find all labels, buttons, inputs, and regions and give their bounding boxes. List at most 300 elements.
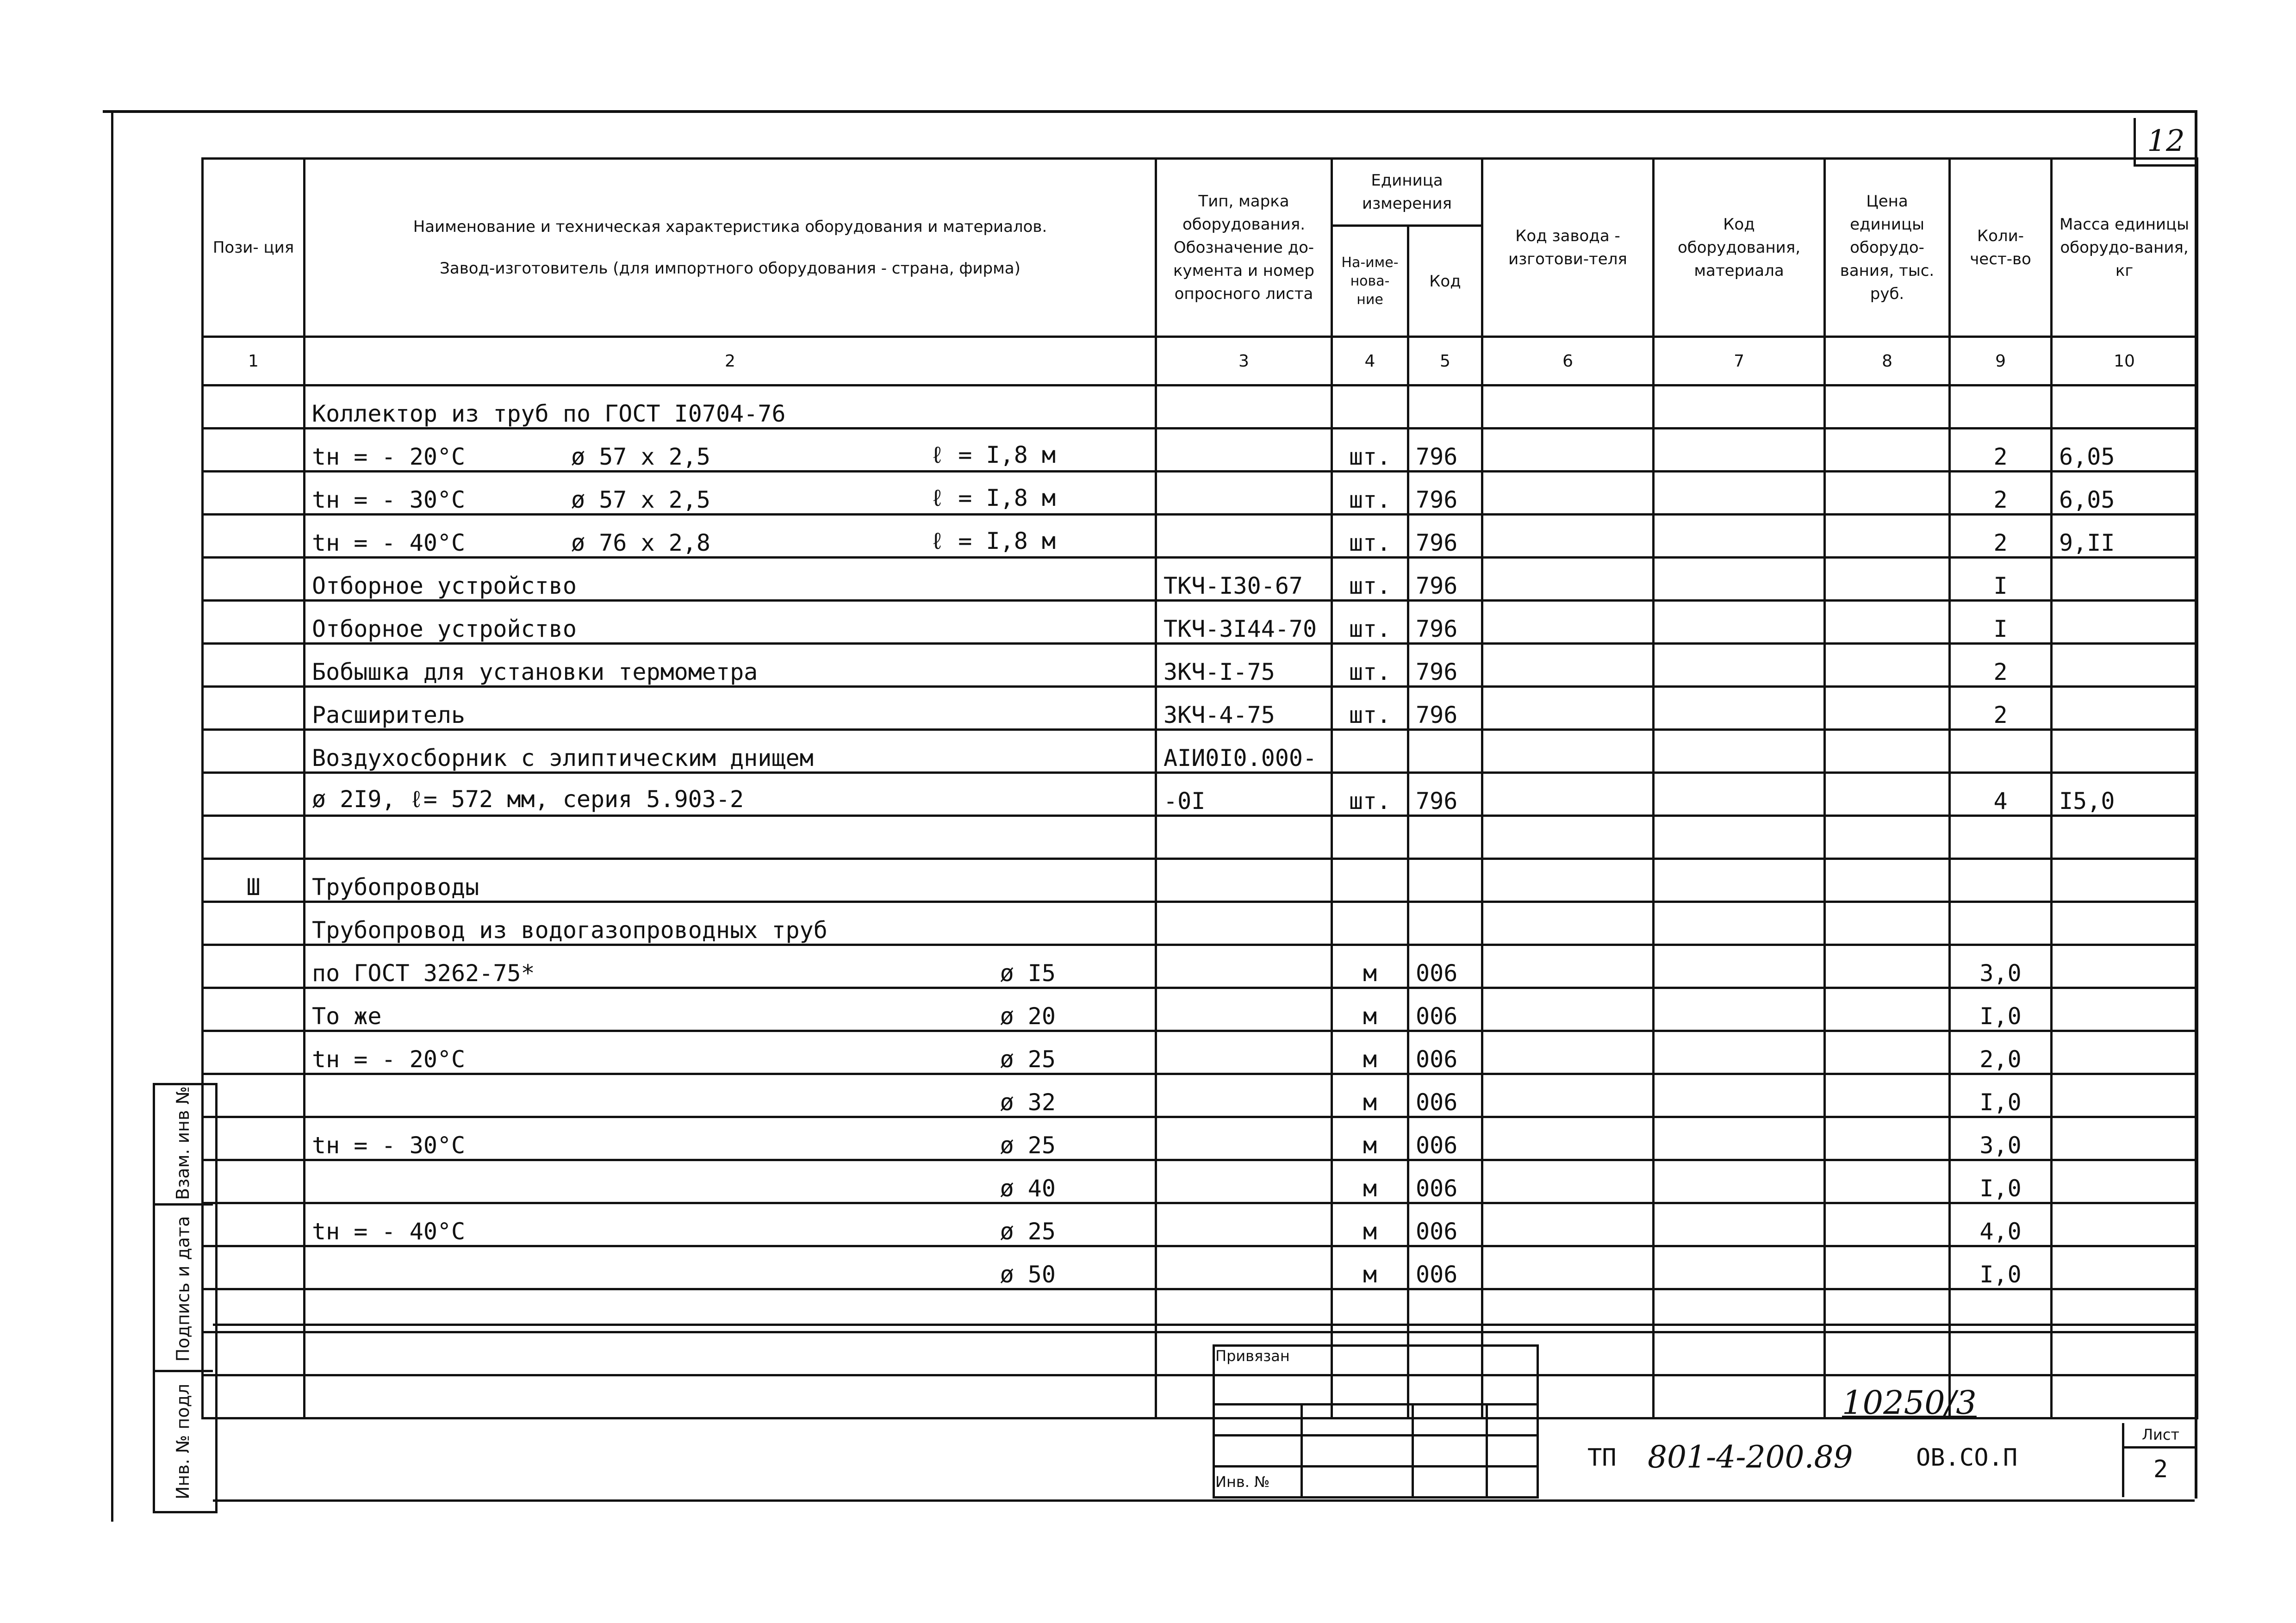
cell-price [1825,1203,1950,1246]
cell-type: -0I [1156,773,1332,816]
name-text: То же [312,1003,382,1030]
cell-plant-code [1482,1160,1654,1203]
cell-plant-code [1482,1074,1654,1117]
cell-equipment-code [1654,515,1825,558]
name-size: ø 76 x 2,8 [571,529,711,556]
cell-qty [1950,386,2052,429]
cell-plant-code [1482,1246,1654,1289]
doc-number: 801-4-200.89 [1648,1439,1853,1475]
cell-equipment-code [1654,1117,1825,1160]
cell-unit-code: 796 [1408,515,1482,558]
cell-equipment-code [1654,429,1825,472]
cell-position [203,429,305,472]
header-mass: Масса единицы оборудо-вания, кг [2052,159,2197,337]
cell-type: ЗКЧ-I-75 [1156,644,1332,687]
cell-mass [2052,1074,2197,1117]
inv-no-label: Инв. № [1214,1467,1302,1498]
table-row [203,472,2197,515]
cell-equipment-code [1654,859,1825,902]
cell-price [1825,1160,1950,1203]
header-name [305,159,1156,337]
cell-name [305,1117,1156,1160]
cell-name [305,730,1156,773]
cell-name [305,1203,1156,1246]
list-label: Лист [2124,1423,2197,1449]
cell-mass [2052,1160,2197,1203]
table-row [203,1074,2197,1117]
cell-mass [2052,1203,2197,1246]
cell-plant-code [1482,515,1654,558]
cell-price [1825,773,1950,816]
cell-price [1825,515,1950,558]
cell-unit [1332,816,1408,859]
cell-qty: I [1950,601,2052,644]
frame-top-line [103,110,2195,113]
cell-position [203,902,305,945]
cell-unit [1332,902,1408,945]
header-unit-code: Код [1408,226,1482,337]
table-row [203,859,2197,902]
cell-equipment-code [1654,386,1825,429]
cell-type [1156,902,1332,945]
table-row [203,773,2197,816]
cell-price [1825,988,1950,1031]
table-row [203,1031,2197,1074]
header-name-line1: Наименование и техническая характеристика оборудования и материалов. [413,218,1047,236]
col-number: 4 [1332,337,1408,386]
table-row [203,1246,2197,1289]
name-text: Отборное устройство [312,572,577,599]
cell-price [1825,472,1950,515]
cell-name [305,902,1156,945]
side-label-inv-podl: Инв. № подл [153,1370,213,1511]
cell-mass [2052,687,2197,730]
cell-type [1156,1160,1332,1203]
cell-name [305,816,1156,859]
cell-position [203,816,305,859]
cell-mass: 6,05 [2052,429,2197,472]
name-detail: ø 25 [1000,1046,1056,1073]
name-text: Расширитель [312,702,466,728]
cell-plant-code [1482,945,1654,988]
cell-position [203,515,305,558]
table-row [203,730,2197,773]
cell-mass [2052,816,2197,859]
column-number-row [203,337,2197,386]
cell-mass [2052,988,2197,1031]
cell-name [305,945,1156,988]
table-row [203,988,2197,1031]
doc-code: ОВ.СО.П [1916,1444,2018,1472]
cell-unit-code [1408,859,1482,902]
cell-position: Ш [203,859,305,902]
cell-plant-code [1482,816,1654,859]
header-unit-name: На-име-нова-ние [1332,226,1408,337]
cell-unit: шт. [1332,601,1408,644]
cell-price [1825,1246,1950,1289]
cell-position [203,558,305,601]
name-text: tн = - 30°C [312,1132,466,1159]
cell-plant-code [1482,429,1654,472]
header-qty: Коли-чест-во [1950,159,2052,337]
cell-unit: м [1332,1160,1408,1203]
name-size: ø 57 x 2,5 [571,486,711,513]
name-text: ø 2I9, ℓ= 572 мм, серия 5.903-2 [312,786,744,813]
cell-plant-code [1482,472,1654,515]
cell-position [203,773,305,816]
cell-qty: 2 [1950,429,2052,472]
cell-unit-code: 796 [1408,472,1482,515]
table-row [203,1203,2197,1246]
table-row [203,816,2197,859]
cell-position [203,988,305,1031]
cell-equipment-code [1654,1203,1825,1246]
cell-unit [1332,730,1408,773]
cell-unit: шт. [1332,644,1408,687]
cell-position [203,945,305,988]
cell-unit-code: 796 [1408,644,1482,687]
header-pos: Пози- ция [203,159,305,337]
cell-position [203,1246,305,1289]
cell-equipment-code [1654,816,1825,859]
cell-price [1825,1031,1950,1074]
cell-qty: I,0 [1950,988,2052,1031]
cell-unit-code: 006 [1408,1031,1482,1074]
cell-equipment-code [1654,1031,1825,1074]
cell-equipment-code [1654,1160,1825,1203]
cell-position [203,1203,305,1246]
cell-type [1156,472,1332,515]
cell-qty: 2 [1950,644,2052,687]
cell-unit-code [1408,386,1482,429]
cell-name [305,601,1156,644]
table-row [203,386,2197,429]
cell-unit: м [1332,1074,1408,1117]
cell-unit: шт. [1332,472,1408,515]
cell-plant-code [1482,386,1654,429]
name-text: Бобышка для установки термометра [312,659,758,685]
cell-price [1825,902,1950,945]
cell-name [305,1160,1156,1203]
cell-name [305,859,1156,902]
table-row [203,601,2197,644]
cell-name [305,773,1156,816]
cell-equipment-code [1654,601,1825,644]
cell-qty: I,0 [1950,1246,2052,1289]
cell-equipment-code [1654,1074,1825,1117]
cell-equipment-code [1654,730,1825,773]
doc-prefix: ТП [1587,1444,1617,1472]
cell-equipment-code [1654,472,1825,515]
name-detail: ø 50 [1000,1261,1056,1288]
cell-type [1156,1117,1332,1160]
cell-unit-code: 006 [1408,988,1482,1031]
cell-position [203,1160,305,1203]
table-row [203,515,2197,558]
cell-unit: м [1332,1203,1408,1246]
col-number: 5 [1408,337,1482,386]
col-number: 9 [1950,337,2052,386]
cell-plant-code [1482,1203,1654,1246]
cell-qty: 2 [1950,687,2052,730]
cell-unit-code: 796 [1408,687,1482,730]
cell-mass: 9,II [2052,515,2197,558]
frame-left-line [111,110,113,1522]
list-number: 2 [2153,1455,2168,1483]
cell-plant-code [1482,902,1654,945]
col-number: 8 [1825,337,1950,386]
cell-position [203,386,305,429]
cell-plant-code [1482,988,1654,1031]
cell-type: ТКЧ-3I44-70 [1156,601,1332,644]
side-label-vzam: Взам. инв № [173,1086,193,1200]
cell-mass: 6,05 [2052,472,2197,515]
cell-plant-code [1482,1117,1654,1160]
cell-position [203,730,305,773]
header-type: Тип, марка оборудования. Обозначение до-кумента и номер опросного листа [1156,159,1332,337]
name-text: tн = - 40°C [312,1218,466,1245]
spec-table [201,157,2198,1419]
cell-mass [2052,859,2197,902]
cell-name [305,1031,1156,1074]
cell-name [305,558,1156,601]
cell-qty: I [1950,558,2052,601]
header-unit-group: Единица измерения [1332,159,1482,226]
cell-unit: м [1332,945,1408,988]
name-text: tн = - 20°C [312,443,466,470]
cell-mass [2052,945,2197,988]
cell-unit-code: 006 [1408,1203,1482,1246]
cell-name [305,472,1156,515]
cell-mass [2052,1031,2197,1074]
name-detail: ℓ = I,8 м [930,485,1056,511]
cell-unit: м [1332,1031,1408,1074]
cell-name [305,687,1156,730]
table-row [203,429,2197,472]
cell-unit: м [1332,1117,1408,1160]
header-equipment-code: Код оборудования, материала [1654,159,1825,337]
cell-mass [2052,558,2197,601]
handwritten-number: 10250/3 [1842,1384,1977,1422]
name-detail: ø 25 [1000,1218,1056,1245]
cell-unit-code: 796 [1408,558,1482,601]
cell-unit-code: 006 [1408,1074,1482,1117]
cell-qty: I,0 [1950,1074,2052,1117]
cell-type [1156,386,1332,429]
cell-equipment-code [1654,773,1825,816]
cell-unit: шт. [1332,687,1408,730]
cell-unit: шт. [1332,773,1408,816]
cell-plant-code [1482,730,1654,773]
cell-name [305,515,1156,558]
name-text: Трубопровод из водогазопроводных труб [312,917,828,944]
cell-unit-code: 006 [1408,945,1482,988]
table-row [203,1160,2197,1203]
cell-unit-code: 796 [1408,429,1482,472]
cell-name [305,988,1156,1031]
cell-unit: шт. [1332,429,1408,472]
cell-qty: 3,0 [1950,945,2052,988]
cell-type [1156,1203,1332,1246]
cell-unit: шт. [1332,515,1408,558]
table-row [203,945,2197,988]
cell-position [203,687,305,730]
table-row [203,902,2197,945]
cell-price [1825,601,1950,644]
cell-price [1825,859,1950,902]
cell-mass [2052,644,2197,687]
cell-mass [2052,1246,2197,1289]
name-detail: ø 20 [1000,1003,1056,1030]
cell-qty: 2 [1950,472,2052,515]
cell-name [305,644,1156,687]
name-detail: ø 40 [1000,1175,1056,1202]
cell-price [1825,644,1950,687]
name-detail: ø 25 [1000,1132,1056,1159]
cell-unit: м [1332,988,1408,1031]
cell-price [1825,945,1950,988]
cell-mass [2052,902,2197,945]
cell-mass [2052,601,2197,644]
cell-unit-code: 796 [1408,601,1482,644]
cell-mass [2052,1117,2197,1160]
cell-position [203,472,305,515]
cell-unit-code: 006 [1408,1246,1482,1289]
privyazan-stamp [1213,1344,1539,1499]
name-detail: ℓ = I,8 м [930,528,1056,554]
cell-plant-code [1482,558,1654,601]
cell-name [305,1074,1156,1117]
cell-equipment-code [1654,687,1825,730]
name-text: tн = - 40°C [312,529,466,556]
cell-unit-code [1408,902,1482,945]
cell-plant-code [1482,1031,1654,1074]
header-price: Цена единицы оборудо-вания, тыс. руб. [1825,159,1950,337]
cell-unit-code: 006 [1408,1160,1482,1203]
name-text: Отборное устройство [312,616,577,642]
cell-unit [1332,859,1408,902]
list-box [2122,1423,2197,1497]
header-row [203,159,2197,226]
name-text: tн = - 30°C [312,486,466,513]
cell-position [203,1074,305,1117]
name-text: Трубопроводы [312,874,479,901]
cell-unit-code [1408,730,1482,773]
side-label-podpis: Подпись и дата [153,1203,213,1372]
cell-type [1156,429,1332,472]
cell-qty [1950,859,2052,902]
cell-price [1825,687,1950,730]
header-name-line2: Завод-изготовитель (для импортного оборудования - страна, фирма) [440,259,1020,278]
cell-unit [1332,386,1408,429]
cell-mass: I5,0 [2052,773,2197,816]
cell-price [1825,730,1950,773]
table-body [203,386,2197,1418]
cell-position [203,1117,305,1160]
cell-type [1156,945,1332,988]
cell-unit-code: 006 [1408,1117,1482,1160]
cell-unit: м [1332,1246,1408,1289]
cell-type: ТКЧ-I30-67 [1156,558,1332,601]
name-text: по ГОСТ 3262-75* [312,960,535,987]
cell-type: АIИ0I0.000- [1156,730,1332,773]
cell-price [1825,558,1950,601]
cell-plant-code [1482,773,1654,816]
name-text: Воздухосборник с элиптическим днищем [312,745,814,771]
cell-type [1156,515,1332,558]
name-text: tн = - 20°C [312,1046,466,1073]
cell-qty: 3,0 [1950,1117,2052,1160]
cell-type [1156,1074,1332,1117]
cell-position [203,1031,305,1074]
cell-price [1825,816,1950,859]
cell-plant-code [1482,601,1654,644]
cell-type [1156,1031,1332,1074]
cell-price [1825,386,1950,429]
col-number: 3 [1156,337,1332,386]
cell-price [1825,1074,1950,1117]
cell-unit-code [1408,816,1482,859]
cell-price [1825,429,1950,472]
cell-name [305,429,1156,472]
cell-unit: шт. [1332,558,1408,601]
table-row [203,1117,2197,1160]
privyazan-label: Привязан [1214,1346,1538,1405]
cell-position [203,644,305,687]
name-text: Коллектор из труб по ГОСТ I0704-76 [312,400,786,427]
cell-qty [1950,816,2052,859]
cell-plant-code [1482,859,1654,902]
cell-mass [2052,730,2197,773]
cell-price [1825,1117,1950,1160]
cell-plant-code [1482,687,1654,730]
cell-qty [1950,730,2052,773]
cell-qty [1950,902,2052,945]
cell-qty: 2 [1950,515,2052,558]
name-size: ø 57 x 2,5 [571,443,711,470]
name-detail: ø 32 [1000,1089,1056,1116]
cell-unit-code: 796 [1408,773,1482,816]
col-number: 1 [203,337,305,386]
cell-qty: 4,0 [1950,1203,2052,1246]
name-detail: ø I5 [1000,960,1056,987]
name-detail: ℓ = I,8 м [930,442,1056,468]
cell-type [1156,1246,1332,1289]
cell-name [305,1246,1156,1289]
header-plant-code: Код завода - изготови-теля [1482,159,1654,337]
cell-type [1156,816,1332,859]
cell-equipment-code [1654,1246,1825,1289]
cell-position [203,601,305,644]
cell-equipment-code [1654,988,1825,1031]
cell-qty: 4 [1950,773,2052,816]
col-number: 10 [2052,337,2197,386]
table-row [203,644,2197,687]
cell-mass [2052,386,2197,429]
cell-equipment-code [1654,945,1825,988]
cell-qty: 2,0 [1950,1031,2052,1074]
cell-type [1156,988,1332,1031]
cell-type [1156,859,1332,902]
col-number: 7 [1654,337,1825,386]
col-number: 6 [1482,337,1654,386]
table-row [203,558,2197,601]
cell-equipment-code [1654,902,1825,945]
cell-equipment-code [1654,644,1825,687]
table-row [203,687,2197,730]
sheet-mark: 12 [2147,124,2185,158]
cell-type: ЗКЧ-4-75 [1156,687,1332,730]
